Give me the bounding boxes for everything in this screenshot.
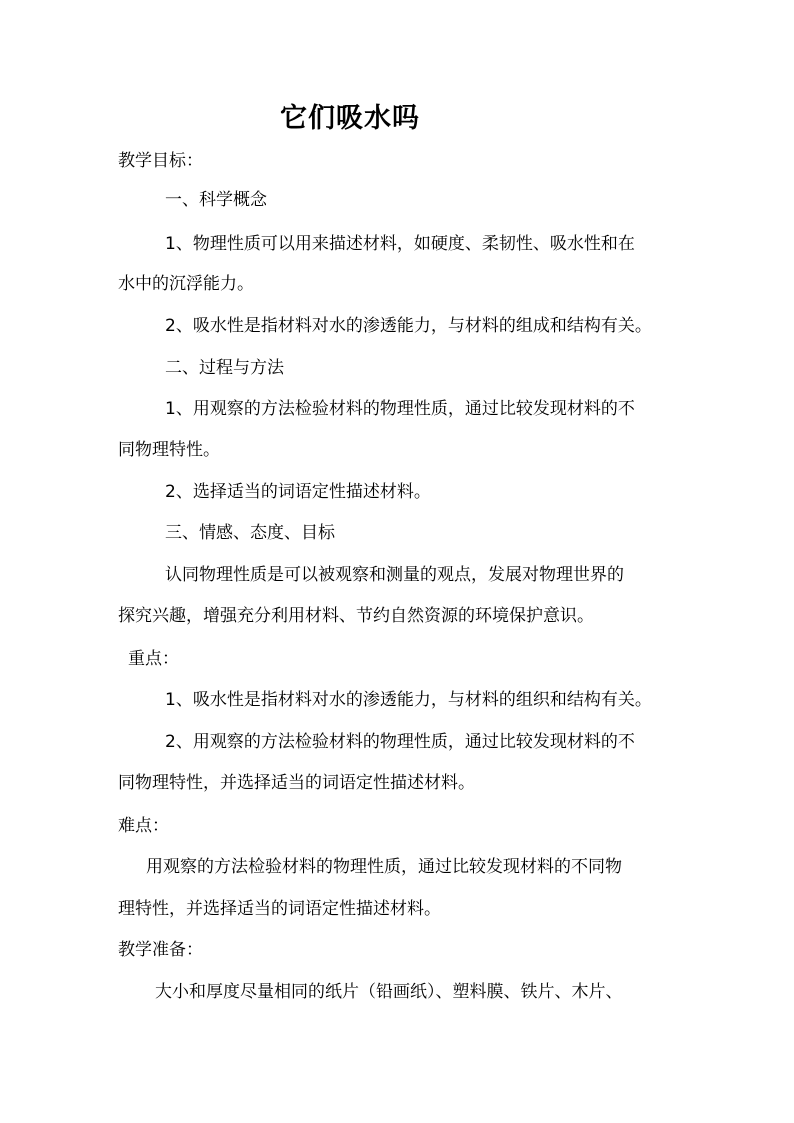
- paragraph-line: 认同物理性质是可以被观察和测量的观点，发展对物理世界的: [165, 565, 624, 585]
- paragraph-line: 探究兴趣，增强充分利用材料、节约自然资源的环境保护意识。: [118, 606, 594, 626]
- paragraph-line: 1、吸水性是指材料对水的渗透能力，与材料的组织和结构有关。: [165, 690, 652, 710]
- section-heading-objectives: 教学目标：: [118, 151, 203, 171]
- paragraph-line: 1、用观察的方法检验材料的物理性质，通过比较发现材料的不: [165, 399, 635, 419]
- paragraph-line: 1、物理性质可以用来描述材料，如硬度、柔韧性、吸水性和在: [165, 234, 635, 254]
- paragraph-line: 同物理特性，并选择适当的词语定性描述材料。: [118, 773, 475, 793]
- paragraph-line: 用观察的方法检验材料的物理性质，通过比较发现材料的不同物: [146, 857, 622, 877]
- section-heading-difficulties: 难点：: [118, 816, 169, 836]
- document-title: 它们吸水吗: [280, 103, 420, 134]
- subsection-heading-concepts: 一、科学概念: [165, 190, 267, 210]
- paragraph-line: 2、选择适当的词语定性描述材料。: [165, 482, 431, 502]
- paragraph-line: 2、用观察的方法检验材料的物理性质，通过比较发现材料的不: [165, 732, 635, 752]
- paragraph-line: 2、吸水性是指材料对水的渗透能力，与材料的组成和结构有关。: [165, 316, 652, 336]
- paragraph-line: 同物理特性。: [118, 440, 220, 460]
- section-heading-preparation: 教学准备：: [118, 940, 203, 960]
- subsection-heading-attitude: 三、情感、态度、目标: [165, 523, 335, 543]
- subsection-heading-process: 二、过程与方法: [165, 358, 284, 378]
- paragraph-line: 大小和厚度尽量相同的纸片（铅画纸）、塑料膜、铁片、木片、: [155, 982, 623, 1002]
- paragraph-line: 理特性，并选择适当的词语定性描述材料。: [118, 899, 441, 919]
- section-heading-key-points: 重点：: [128, 649, 179, 669]
- paragraph-line: 水中的沉浮能力。: [118, 274, 254, 294]
